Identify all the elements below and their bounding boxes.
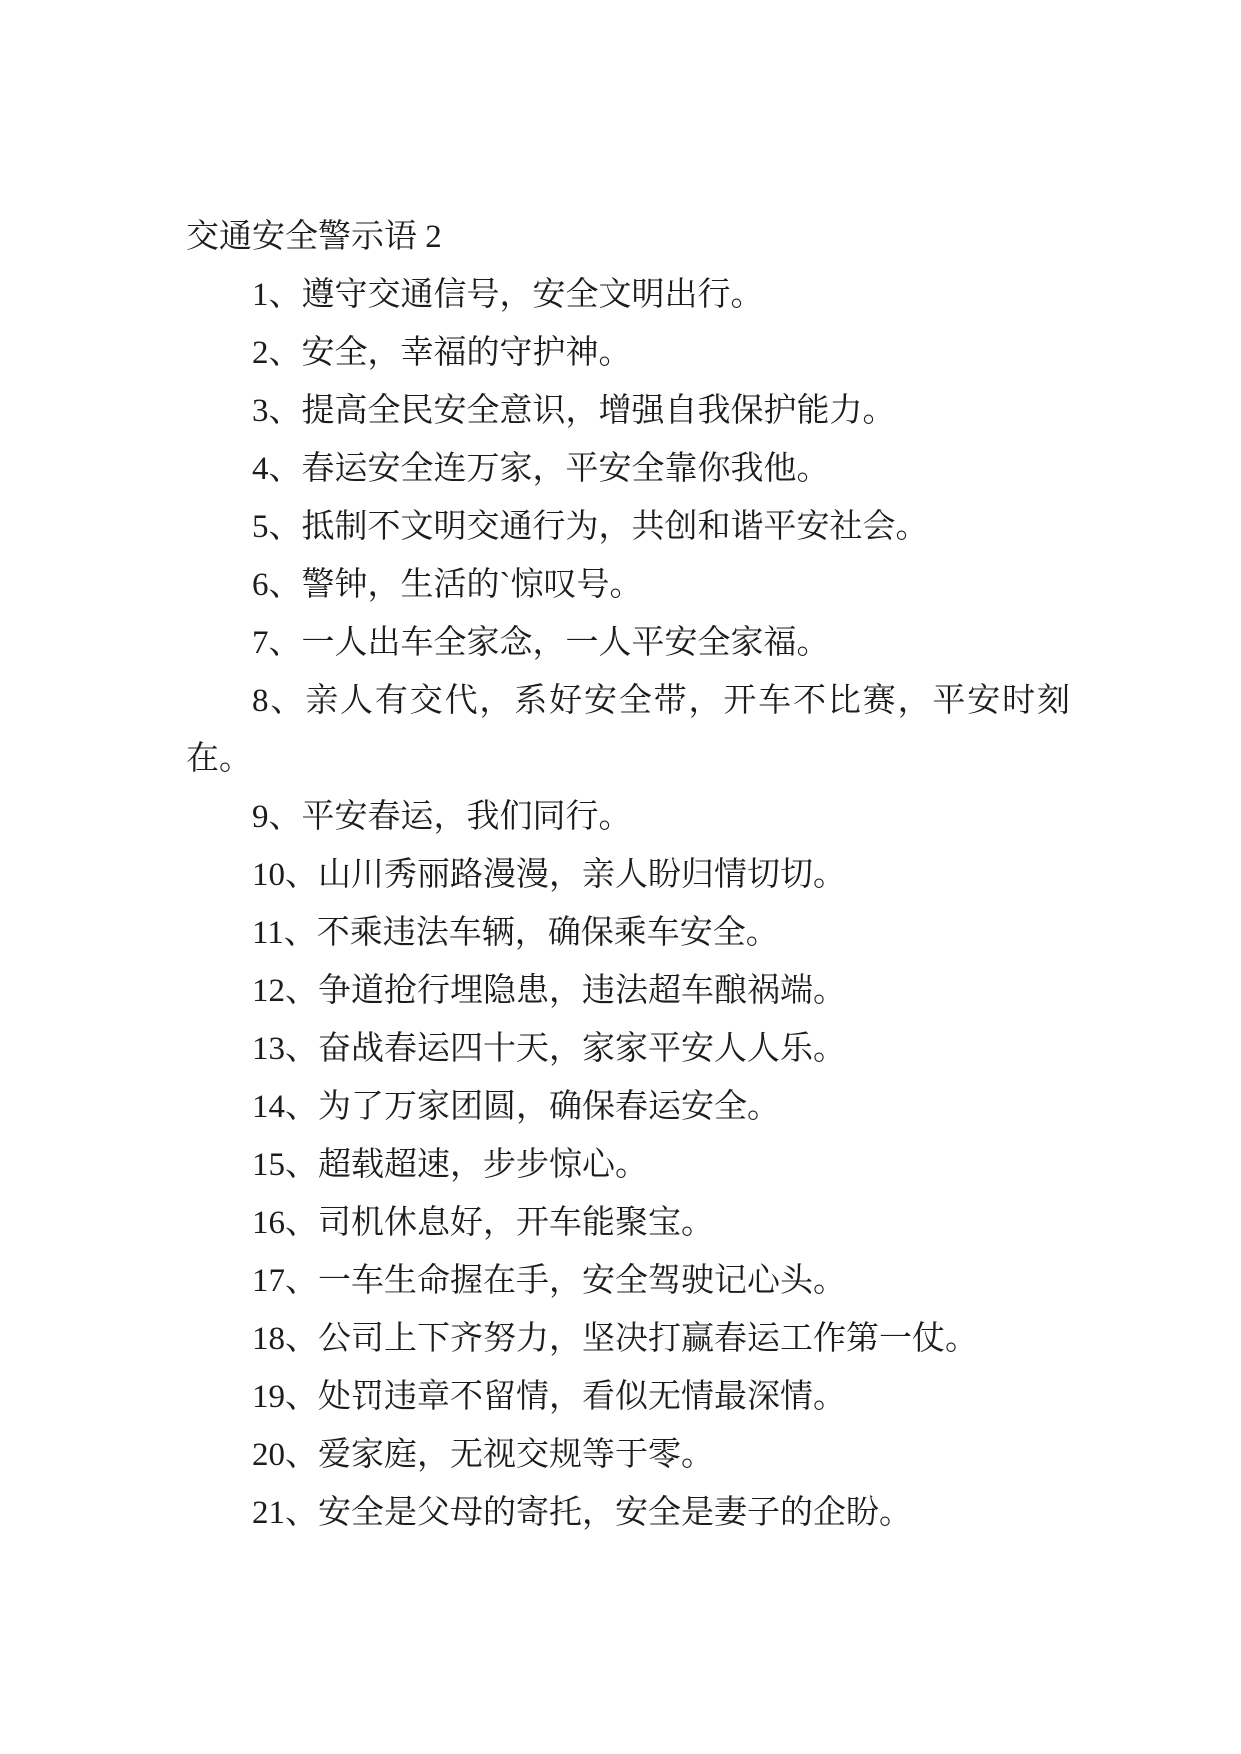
slogan-item: 1、遵守交通信号，安全文明出行。	[252, 277, 764, 313]
slogan-item: 20、爱家庭，无视交规等于零。	[252, 1437, 714, 1473]
slogan-item: 21、安全是父母的寄托，安全是妻子的企盼。	[252, 1495, 912, 1531]
slogan-item: 14、为了万家团圆，确保春运安全。	[252, 1089, 780, 1125]
slogan-item: 16、司机休息好，开车能聚宝。	[252, 1205, 714, 1241]
slogan-item: 19、处罚违章不留情，看似无情最深情。	[252, 1379, 846, 1415]
slogan-item: 13、奋战春运四十天，家家平安人人乐。	[252, 1031, 846, 1067]
slogan-item: 4、春运安全连万家，平安全靠你我他。	[252, 451, 830, 487]
document-title: 交通安全警示语 2	[186, 219, 442, 255]
slogan-item: 8、亲人有交代，系好安全带，开车不比赛，平安时刻在。	[186, 683, 1070, 777]
slogan-item: 17、一车生命握在手，安全驾驶记心头。	[252, 1263, 846, 1299]
slogan-item: 3、提高全民安全意识，增强自我保护能力。	[252, 393, 896, 429]
slogan-item: 9、平安春运，我们同行。	[252, 799, 632, 835]
slogan-item: 7、一人出车全家念，一人平安全家福。	[252, 625, 830, 661]
slogan-item: 10、山川秀丽路漫漫，亲人盼归情切切。	[252, 857, 846, 893]
slogan-item: 18、公司上下齐努力，坚决打赢春运工作第一仗。	[252, 1321, 978, 1357]
slogan-item: 2、安全，幸福的守护神。	[252, 335, 632, 371]
slogan-item: 12、争道抢行埋隐患，违法超车酿祸端。	[252, 973, 846, 1009]
slogan-list	[186, 266, 1070, 1542]
slogan-item: 6、警钟，生活的`惊叹号。	[252, 567, 643, 603]
slogan-item: 15、超载超速，步步惊心。	[252, 1147, 648, 1183]
slogan-item: 5、抵制不文明交通行为，共创和谐平安社会。	[252, 509, 929, 545]
slogan-item: 11、不乘违法车辆，确保乘车安全。	[252, 915, 779, 951]
